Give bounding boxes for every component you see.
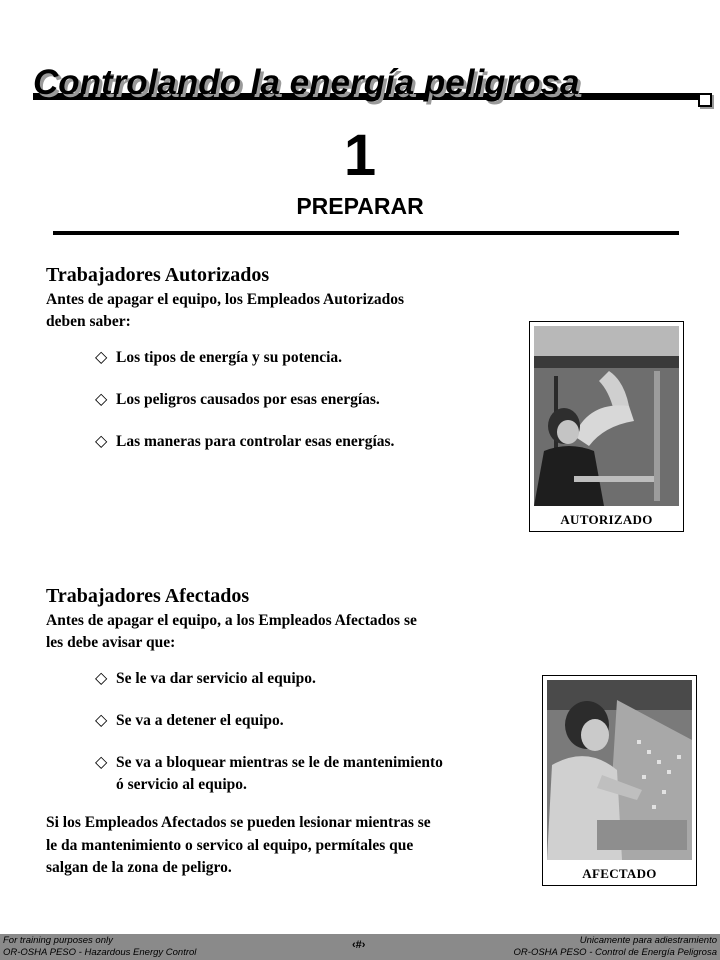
affected-intro-line: Antes de apagar el equipo, a los Empleados Afectados se — [46, 612, 417, 629]
diamond-bullet-icon: ◇ — [95, 391, 108, 408]
affected-section — [46, 583, 516, 880]
affected-photo — [542, 675, 697, 886]
authorized-intro — [46, 289, 516, 333]
list-item — [46, 389, 516, 411]
authorized-photo — [529, 321, 684, 532]
worker-overhead-illustration — [534, 326, 679, 506]
affected-heading: Trabajadores Afectados — [46, 585, 250, 607]
list-item — [46, 668, 516, 690]
footer-right-line: OR-OSHA PESO - Control de Energía Peligrosa — [513, 947, 717, 958]
list-item — [46, 752, 516, 796]
bullet-text: Se va a bloquear mientras se le de mantenimiento — [116, 754, 443, 771]
footer-left-line: For training purposes only — [3, 935, 113, 946]
title-end-square — [698, 93, 712, 107]
affected-bullet-list — [46, 668, 516, 796]
worker-assembly-illustration — [547, 680, 692, 860]
affected-intro — [46, 610, 516, 654]
closing-line: salgan de la zona de peligro. — [46, 859, 232, 876]
bullet-text: Los tipos de energía y su potencia. — [116, 349, 343, 366]
bullet-text: Se le va dar servicio al equipo. — [116, 670, 316, 687]
list-item — [46, 431, 516, 453]
bullet-text: Las maneras para controlar esas energías. — [116, 433, 395, 450]
closing-line: Si los Empleados Afectados se pueden lesionar mientras se — [46, 814, 431, 831]
bullet-text-continuation: ó servicio al equipo. — [116, 776, 247, 793]
diamond-bullet-icon: ◇ — [95, 670, 108, 687]
authorized-bullet-list — [46, 347, 516, 453]
slide-title: Controlando la energía peligrosa — [33, 63, 580, 102]
affected-closing-note — [46, 812, 516, 880]
authorized-heading: Trabajadores Autorizados — [46, 264, 270, 286]
footer-right-line: Unicamente para adiestramiento — [579, 935, 717, 946]
authorized-section — [46, 262, 516, 473]
step-number: 1 — [343, 123, 377, 188]
footer-right — [514, 935, 717, 959]
step-divider — [53, 231, 679, 235]
diamond-bullet-icon: ◇ — [95, 349, 108, 366]
page-number-placeholder: ‹#› — [352, 939, 366, 951]
photo-caption: AFECTADO — [582, 866, 657, 881]
affected-intro-line: les debe avisar que: — [46, 634, 176, 651]
authorized-intro-line: Antes de apagar el equipo, los Empleados Autorizados — [46, 291, 404, 308]
bullet-text: Los peligros causados por esas energías. — [116, 391, 380, 408]
authorized-intro-line: deben saber: — [46, 313, 131, 330]
photo-caption: AUTORIZADO — [560, 512, 653, 527]
list-item — [46, 347, 516, 369]
footer-left — [3, 935, 196, 959]
diamond-bullet-icon: ◇ — [95, 433, 108, 450]
footer-bar — [0, 934, 720, 960]
step-label: PREPARAR — [296, 193, 424, 219]
footer-left-line: OR-OSHA PESO - Hazardous Energy Control — [3, 947, 197, 958]
diamond-bullet-icon: ◇ — [95, 712, 108, 729]
diamond-bullet-icon: ◇ — [95, 754, 108, 771]
bullet-text: Se va a detener el equipo. — [116, 712, 284, 729]
list-item — [46, 710, 516, 732]
closing-line: le da mantenimiento o servico al equipo, permítales que — [46, 836, 414, 854]
